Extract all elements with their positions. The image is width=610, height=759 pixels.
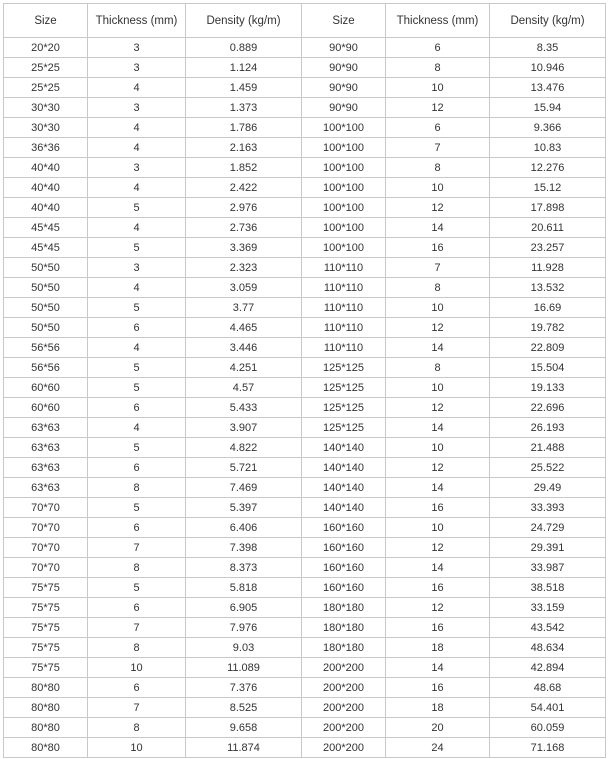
table-row [4,638,606,658]
cell-thickness-right: 12 [386,98,490,118]
cell-thickness-left: 6 [88,518,186,538]
cell-density-left: 2.163 [186,138,302,158]
table-row [4,618,606,638]
cell-size-left: 20*20 [4,38,88,58]
cell-size-left: 63*63 [4,478,88,498]
header-density-left: Density (kg/m) [186,4,302,38]
cell-density-right: 24.729 [490,518,606,538]
cell-density-right: 25.522 [490,458,606,478]
cell-density-right: 54.401 [490,698,606,718]
cell-density-left: 2.736 [186,218,302,238]
table-header [4,4,606,38]
cell-density-right: 16.69 [490,298,606,318]
cell-density-right: 13.532 [490,278,606,298]
cell-thickness-right: 16 [386,238,490,258]
cell-size-left: 80*80 [4,678,88,698]
cell-thickness-left: 7 [88,618,186,638]
cell-thickness-right: 10 [386,298,490,318]
cell-thickness-left: 4 [88,138,186,158]
cell-thickness-right: 14 [386,658,490,678]
cell-thickness-left: 4 [88,178,186,198]
cell-size-left: 70*70 [4,558,88,578]
cell-density-right: 19.782 [490,318,606,338]
table-row [4,318,606,338]
cell-density-right: 15.94 [490,98,606,118]
cell-thickness-left: 5 [88,198,186,218]
cell-thickness-right: 12 [386,458,490,478]
table-row [4,558,606,578]
table-row [4,258,606,278]
cell-thickness-left: 7 [88,538,186,558]
cell-size-right: 110*110 [302,338,386,358]
cell-density-right: 33.159 [490,598,606,618]
cell-size-left: 56*56 [4,338,88,358]
table-row [4,658,606,678]
cell-density-left: 7.976 [186,618,302,638]
cell-thickness-left: 3 [88,258,186,278]
cell-density-left: 8.373 [186,558,302,578]
cell-thickness-right: 12 [386,398,490,418]
cell-size-right: 100*100 [302,218,386,238]
cell-size-right: 125*125 [302,378,386,398]
cell-density-right: 10.83 [490,138,606,158]
cell-size-left: 30*30 [4,98,88,118]
cell-size-left: 50*50 [4,278,88,298]
cell-thickness-left: 5 [88,498,186,518]
cell-density-left: 3.907 [186,418,302,438]
cell-density-left: 9.03 [186,638,302,658]
cell-size-left: 75*75 [4,618,88,638]
cell-density-left: 11.874 [186,738,302,758]
cell-thickness-right: 10 [386,518,490,538]
cell-size-right: 160*160 [302,578,386,598]
cell-thickness-left: 8 [88,558,186,578]
cell-size-right: 140*140 [302,498,386,518]
cell-density-right: 20.611 [490,218,606,238]
cell-size-right: 100*100 [302,138,386,158]
cell-size-right: 90*90 [302,58,386,78]
cell-density-left: 1.786 [186,118,302,138]
cell-thickness-left: 4 [88,418,186,438]
cell-density-right: 22.809 [490,338,606,358]
table-row [4,38,606,58]
cell-density-left: 2.422 [186,178,302,198]
cell-size-left: 50*50 [4,318,88,338]
cell-thickness-left: 5 [88,298,186,318]
cell-size-right: 100*100 [302,118,386,138]
cell-size-left: 80*80 [4,698,88,718]
cell-density-left: 6.905 [186,598,302,618]
cell-size-left: 56*56 [4,358,88,378]
cell-thickness-right: 7 [386,138,490,158]
cell-size-right: 100*100 [302,158,386,178]
cell-thickness-right: 14 [386,478,490,498]
cell-size-left: 80*80 [4,738,88,758]
cell-size-right: 90*90 [302,98,386,118]
cell-density-right: 23.257 [490,238,606,258]
cell-density-left: 7.376 [186,678,302,698]
cell-size-right: 100*100 [302,178,386,198]
cell-density-left: 5.818 [186,578,302,598]
table-row [4,378,606,398]
cell-thickness-right: 18 [386,698,490,718]
cell-size-right: 200*200 [302,678,386,698]
cell-size-right: 125*125 [302,418,386,438]
cell-density-left: 4.251 [186,358,302,378]
cell-thickness-left: 3 [88,98,186,118]
cell-size-right: 140*140 [302,458,386,478]
cell-thickness-right: 6 [386,38,490,58]
cell-size-right: 180*180 [302,598,386,618]
cell-size-left: 40*40 [4,178,88,198]
cell-size-right: 140*140 [302,438,386,458]
cell-size-right: 200*200 [302,718,386,738]
cell-size-right: 200*200 [302,738,386,758]
table-row [4,478,606,498]
cell-thickness-left: 8 [88,478,186,498]
cell-size-left: 75*75 [4,578,88,598]
cell-size-left: 60*60 [4,398,88,418]
cell-density-right: 13.476 [490,78,606,98]
table-row [4,298,606,318]
cell-density-right: 42.894 [490,658,606,678]
cell-thickness-left: 4 [88,278,186,298]
table-row [4,458,606,478]
cell-thickness-left: 6 [88,398,186,418]
cell-thickness-right: 8 [386,58,490,78]
table-row [4,358,606,378]
cell-density-right: 21.488 [490,438,606,458]
cell-thickness-left: 4 [88,218,186,238]
cell-size-left: 60*60 [4,378,88,398]
header-size-right: Size [302,4,386,38]
steel-angle-table [3,3,606,758]
cell-density-right: 15.12 [490,178,606,198]
cell-density-right: 10.946 [490,58,606,78]
table-row [4,78,606,98]
cell-thickness-left: 6 [88,458,186,478]
cell-thickness-left: 5 [88,358,186,378]
cell-size-left: 36*36 [4,138,88,158]
table-row [4,138,606,158]
cell-density-right: 15.504 [490,358,606,378]
cell-thickness-right: 20 [386,718,490,738]
cell-thickness-left: 6 [88,318,186,338]
cell-thickness-left: 5 [88,378,186,398]
cell-density-left: 9.658 [186,718,302,738]
cell-density-right: 9.366 [490,118,606,138]
table-row [4,98,606,118]
cell-density-left: 1.459 [186,78,302,98]
cell-size-left: 40*40 [4,198,88,218]
cell-size-right: 110*110 [302,258,386,278]
cell-thickness-right: 16 [386,618,490,638]
cell-size-right: 160*160 [302,518,386,538]
cell-density-right: 48.68 [490,678,606,698]
cell-density-left: 4.57 [186,378,302,398]
cell-size-right: 110*110 [302,318,386,338]
cell-density-right: 26.193 [490,418,606,438]
cell-size-left: 80*80 [4,718,88,738]
cell-thickness-right: 16 [386,578,490,598]
cell-thickness-right: 7 [386,258,490,278]
cell-thickness-right: 12 [386,538,490,558]
table-row [4,738,606,758]
cell-thickness-right: 16 [386,498,490,518]
cell-density-right: 33.987 [490,558,606,578]
table-row [4,518,606,538]
cell-size-right: 100*100 [302,238,386,258]
cell-thickness-right: 10 [386,438,490,458]
cell-thickness-left: 7 [88,698,186,718]
cell-size-left: 70*70 [4,518,88,538]
cell-thickness-left: 6 [88,678,186,698]
table-row [4,198,606,218]
cell-density-left: 4.822 [186,438,302,458]
cell-density-left: 3.446 [186,338,302,358]
cell-size-left: 25*25 [4,78,88,98]
cell-thickness-left: 8 [88,718,186,738]
table-body [4,38,606,758]
cell-size-right: 200*200 [302,658,386,678]
table-row [4,158,606,178]
cell-size-right: 125*125 [302,398,386,418]
cell-size-left: 70*70 [4,498,88,518]
cell-thickness-left: 10 [88,738,186,758]
cell-density-left: 2.323 [186,258,302,278]
cell-density-left: 1.373 [186,98,302,118]
cell-thickness-right: 8 [386,278,490,298]
cell-thickness-right: 12 [386,598,490,618]
cell-size-left: 63*63 [4,438,88,458]
cell-density-left: 2.976 [186,198,302,218]
cell-density-left: 1.852 [186,158,302,178]
cell-size-left: 70*70 [4,538,88,558]
table-row [4,698,606,718]
cell-size-left: 63*63 [4,418,88,438]
cell-thickness-right: 10 [386,78,490,98]
table-row [4,538,606,558]
cell-thickness-right: 18 [386,638,490,658]
cell-size-right: 90*90 [302,78,386,98]
cell-thickness-left: 10 [88,658,186,678]
cell-thickness-left: 4 [88,338,186,358]
cell-size-right: 110*110 [302,298,386,318]
table-row [4,118,606,138]
cell-size-left: 75*75 [4,598,88,618]
cell-thickness-right: 10 [386,378,490,398]
cell-size-right: 200*200 [302,698,386,718]
cell-density-right: 29.391 [490,538,606,558]
cell-size-left: 63*63 [4,458,88,478]
table-row [4,238,606,258]
cell-size-right: 110*110 [302,278,386,298]
cell-thickness-right: 12 [386,198,490,218]
cell-size-right: 160*160 [302,558,386,578]
cell-thickness-left: 3 [88,158,186,178]
cell-thickness-left: 8 [88,638,186,658]
table-row [4,398,606,418]
cell-density-right: 71.168 [490,738,606,758]
table-row [4,58,606,78]
cell-size-right: 180*180 [302,618,386,638]
cell-density-right: 43.542 [490,618,606,638]
cell-thickness-left: 6 [88,598,186,618]
cell-density-right: 48.634 [490,638,606,658]
header-density-right: Density (kg/m) [490,4,606,38]
cell-thickness-right: 14 [386,338,490,358]
header-size-left: Size [4,4,88,38]
cell-density-left: 5.397 [186,498,302,518]
cell-size-right: 125*125 [302,358,386,378]
table-row [4,218,606,238]
cell-thickness-right: 14 [386,418,490,438]
cell-size-right: 140*140 [302,478,386,498]
cell-density-right: 38.518 [490,578,606,598]
cell-thickness-left: 4 [88,118,186,138]
cell-size-right: 100*100 [302,198,386,218]
cell-density-right: 12.276 [490,158,606,178]
cell-density-left: 11.089 [186,658,302,678]
cell-size-left: 50*50 [4,298,88,318]
cell-density-left: 3.059 [186,278,302,298]
cell-thickness-left: 5 [88,238,186,258]
cell-thickness-right: 8 [386,358,490,378]
cell-density-left: 1.124 [186,58,302,78]
cell-thickness-left: 3 [88,58,186,78]
cell-density-right: 17.898 [490,198,606,218]
cell-density-right: 33.393 [490,498,606,518]
cell-thickness-right: 6 [386,118,490,138]
table-row [4,178,606,198]
cell-density-right: 8.35 [490,38,606,58]
cell-density-right: 19.133 [490,378,606,398]
cell-thickness-right: 24 [386,738,490,758]
cell-size-left: 50*50 [4,258,88,278]
table-row [4,278,606,298]
table-row [4,338,606,358]
cell-density-left: 8.525 [186,698,302,718]
cell-size-left: 40*40 [4,158,88,178]
cell-density-left: 5.433 [186,398,302,418]
cell-size-left: 25*25 [4,58,88,78]
cell-thickness-right: 12 [386,318,490,338]
cell-thickness-right: 14 [386,558,490,578]
cell-density-left: 3.369 [186,238,302,258]
cell-size-left: 75*75 [4,658,88,678]
table-row [4,598,606,618]
cell-density-right: 11.928 [490,258,606,278]
cell-size-left: 45*45 [4,238,88,258]
table-row [4,718,606,738]
cell-thickness-left: 5 [88,438,186,458]
table-row [4,678,606,698]
cell-density-right: 29.49 [490,478,606,498]
cell-density-left: 6.406 [186,518,302,538]
table-row [4,578,606,598]
cell-thickness-right: 10 [386,178,490,198]
cell-thickness-left: 4 [88,78,186,98]
cell-density-left: 5.721 [186,458,302,478]
cell-density-left: 0.889 [186,38,302,58]
header-row [4,4,606,38]
header-thickness-left: Thickness (mm) [88,4,186,38]
cell-thickness-right: 14 [386,218,490,238]
cell-density-left: 7.398 [186,538,302,558]
table-row [4,418,606,438]
cell-density-left: 4.465 [186,318,302,338]
cell-size-right: 160*160 [302,538,386,558]
cell-size-left: 75*75 [4,638,88,658]
cell-size-right: 90*90 [302,38,386,58]
cell-size-right: 180*180 [302,638,386,658]
cell-thickness-left: 5 [88,578,186,598]
header-thickness-right: Thickness (mm) [386,4,490,38]
cell-density-right: 22.696 [490,398,606,418]
cell-size-left: 30*30 [4,118,88,138]
table-row [4,438,606,458]
table-row [4,498,606,518]
cell-thickness-right: 16 [386,678,490,698]
cell-thickness-left: 3 [88,38,186,58]
cell-size-left: 45*45 [4,218,88,238]
cell-thickness-right: 8 [386,158,490,178]
cell-density-right: 60.059 [490,718,606,738]
cell-density-left: 7.469 [186,478,302,498]
cell-density-left: 3.77 [186,298,302,318]
